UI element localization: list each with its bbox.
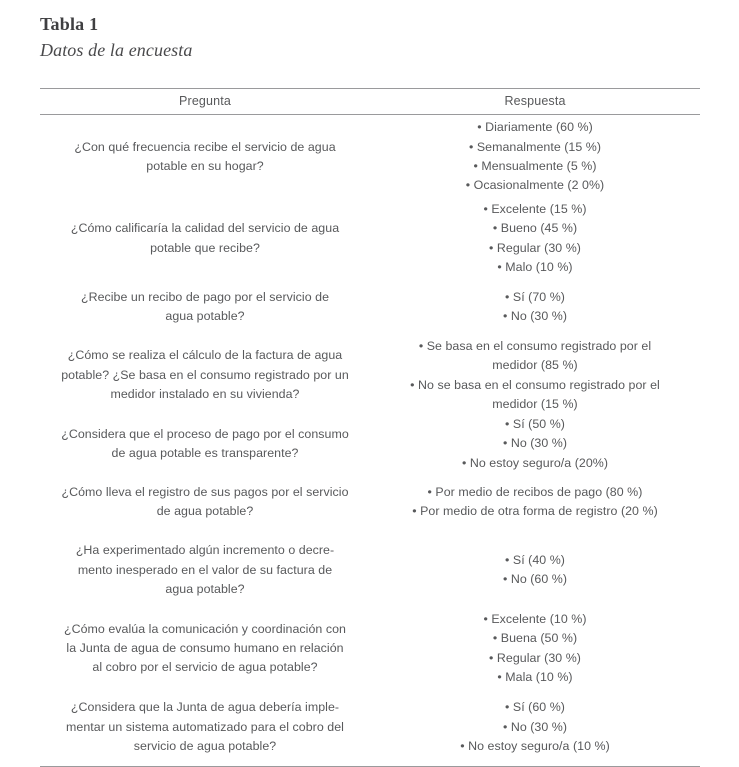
answer-options — [380, 483, 690, 522]
table-row — [40, 531, 700, 609]
question-line: potable? ¿Se basa en el consumo registrado por un — [61, 367, 349, 382]
answer-cell — [370, 336, 700, 415]
table-caption — [40, 13, 700, 62]
answer-option: • No estoy seguro/a (20%) — [461, 455, 609, 470]
answer-option: • Regular (30 %) — [489, 650, 581, 665]
answer-option: • Sí (70 %) — [505, 289, 565, 304]
question-cell — [40, 415, 370, 473]
survey-table-wrapper — [40, 88, 700, 767]
answer-cell — [370, 199, 700, 278]
answer-option: • Diariamente (60 %) — [477, 120, 593, 135]
question-line: ¿Ha experimentado algún incremento o decre- — [75, 543, 335, 558]
table-header-row — [40, 89, 700, 115]
answer-option: medidor (85 %) — [492, 358, 578, 373]
answer-options — [380, 551, 690, 590]
table-label: Tabla 1 — [40, 14, 99, 34]
question-line: servicio de agua potable? — [133, 738, 277, 753]
question-text — [58, 483, 352, 522]
question-line: la Junta de agua de consumo humano en relación — [66, 641, 344, 656]
answer-cell — [370, 473, 700, 531]
answer-option: • Se basa en el consumo registrado por el — [418, 338, 652, 353]
answer-option: • Semanalmente (15 %) — [468, 139, 602, 154]
table-row — [40, 609, 700, 688]
answer-option: • No (30 %) — [502, 309, 568, 323]
answer-option: • Mala (10 %) — [497, 670, 573, 685]
answer-option: • No estoy seguro/a (10 %) — [460, 738, 610, 753]
answer-option: • Mensualmente (5 %) — [473, 159, 597, 173]
answer-option: • No (30 %) — [502, 436, 568, 451]
question-line: ¿Considera que la Junta de agua debería imple- — [70, 700, 340, 715]
answer-cell — [370, 115, 700, 200]
question-line: ¿Considera que el proceso de pago por el consumo — [61, 426, 349, 441]
table-row — [40, 336, 700, 415]
answer-option: • Excelente (15 %) — [483, 201, 587, 216]
question-cell — [40, 199, 370, 278]
answer-option: • Por medio de otra forma de registro (20 %) — [412, 504, 658, 519]
answer-cell — [370, 531, 700, 609]
answer-option: • Sí (60 %) — [505, 700, 565, 715]
answer-option: • Sí (40 %) — [505, 552, 565, 567]
answer-options — [380, 200, 690, 278]
answer-option: • Regular (30 %) — [489, 240, 581, 255]
question-line: mento inesperado en el valor de su factura de — [77, 562, 333, 577]
question-line: agua potable? — [165, 581, 245, 596]
question-line: agua potable? — [165, 309, 245, 323]
question-text — [58, 138, 352, 177]
question-line: mentar un sistema automatizado para el cobro del — [66, 719, 344, 734]
question-cell — [40, 609, 370, 688]
question-line: ¿Con qué frecuencia recibe el servicio de agua — [74, 139, 336, 154]
answer-options — [380, 610, 690, 688]
answer-cell — [370, 688, 700, 767]
answer-options — [380, 288, 690, 327]
question-line: ¿Cómo se realiza el cálculo de la factura de agua — [67, 348, 343, 363]
answer-cell — [370, 609, 700, 688]
question-line: ¿Cómo evalúa la comunicación y coordinación con — [64, 621, 346, 636]
question-text — [58, 620, 352, 678]
answer-options — [380, 118, 690, 196]
answer-option: • No (60 %) — [502, 572, 568, 587]
question-text — [58, 541, 352, 599]
table-row — [40, 688, 700, 767]
question-text — [58, 288, 352, 327]
table-row — [40, 199, 700, 278]
question-cell — [40, 688, 370, 767]
table-row — [40, 278, 700, 336]
answer-option: • Malo (10 %) — [497, 259, 573, 274]
answer-option: • Buena (50 %) — [492, 631, 578, 646]
column-header-question: Pregunta — [40, 89, 370, 115]
question-line: al cobro por el servicio de agua potable? — [92, 660, 318, 675]
table-title: Datos de la encuesta — [40, 40, 193, 60]
question-text — [58, 219, 352, 258]
question-line: ¿Cómo lleva el registro de sus pagos por el servicio — [61, 484, 349, 499]
table-header — [40, 89, 700, 115]
answer-options — [380, 415, 690, 473]
question-line: de agua potable es transparente? — [111, 446, 299, 461]
answer-option: • Sí (50 %) — [505, 417, 565, 431]
question-cell — [40, 278, 370, 336]
question-line: potable que recibe? — [150, 240, 260, 255]
question-line: medidor instalado en su vivienda? — [110, 387, 300, 402]
question-cell — [40, 336, 370, 415]
answer-option: • Ocasionalmente (2 0%) — [465, 178, 605, 193]
question-cell — [40, 115, 370, 200]
answer-option: • No se basa en el consumo registrado por el — [410, 377, 660, 392]
answer-option: • Excelente (10 %) — [483, 611, 587, 626]
question-cell — [40, 531, 370, 609]
question-line: ¿Cómo calificaría la calidad del servicio de agua — [70, 221, 340, 236]
table-row — [40, 115, 700, 200]
question-line: potable en su hogar? — [146, 159, 264, 173]
answer-option: medidor (15 %) — [492, 396, 578, 411]
answer-cell — [370, 415, 700, 473]
survey-table — [40, 88, 700, 767]
table-row — [40, 473, 700, 531]
question-line: de agua potable? — [156, 504, 254, 519]
answer-option: • Por medio de recibos de pago (80 %) — [427, 484, 643, 499]
question-line: ¿Recibe un recibo de pago por el servicio de — [80, 289, 330, 304]
question-text — [58, 346, 352, 404]
answer-options — [380, 337, 690, 415]
table-body — [40, 115, 700, 767]
question-cell — [40, 473, 370, 531]
answer-option: • Bueno (45 %) — [492, 221, 578, 236]
question-text — [58, 425, 352, 464]
column-header-answer: Respuesta — [370, 89, 700, 115]
table-row — [40, 415, 700, 473]
answer-cell — [370, 278, 700, 336]
answer-option: • No (30 %) — [502, 719, 568, 734]
